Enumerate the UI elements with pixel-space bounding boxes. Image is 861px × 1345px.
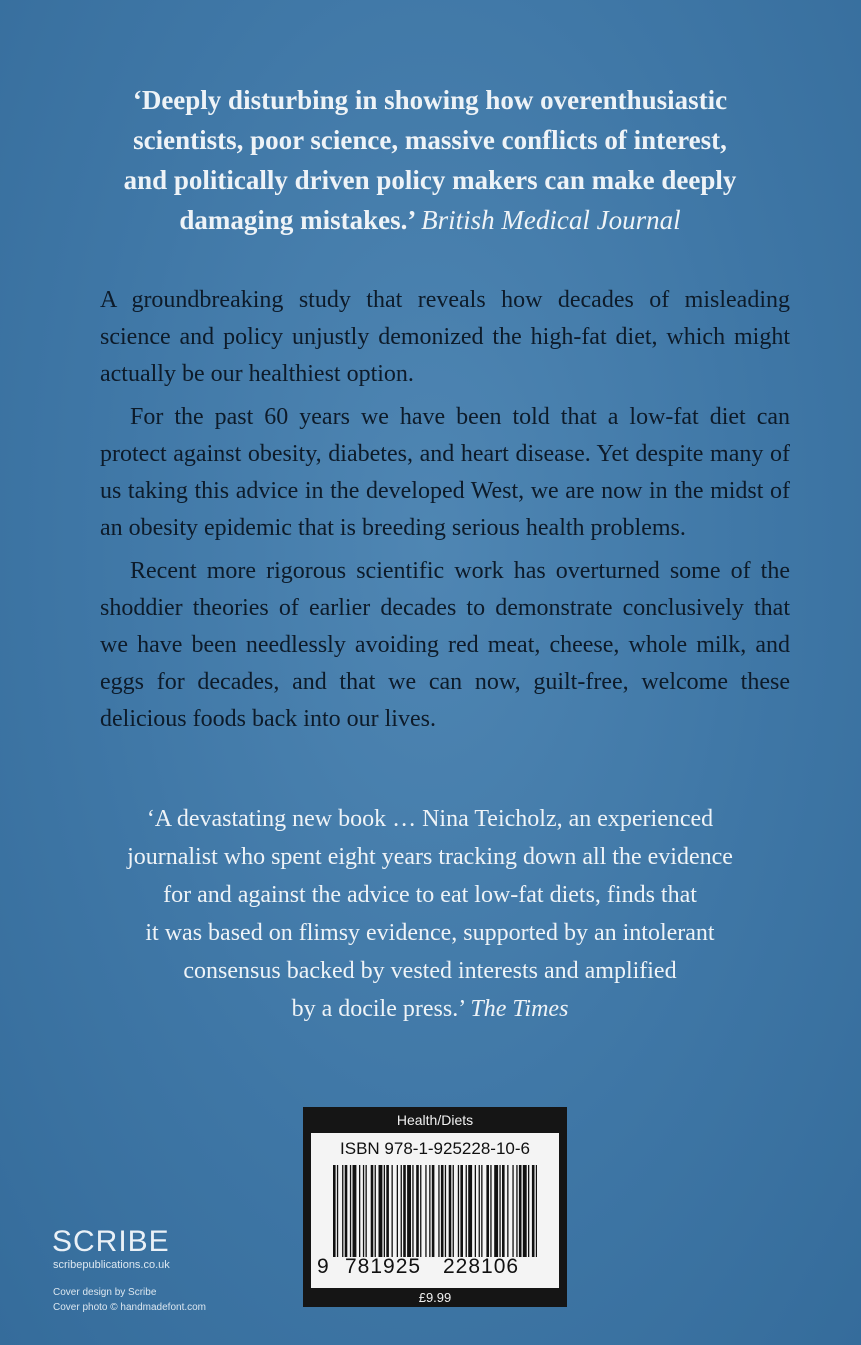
- isbn-label: ISBN 978-1-925228-10-6: [340, 1139, 530, 1158]
- publisher-url: scribepublications.co.uk: [53, 1259, 170, 1271]
- barcode-bar: [342, 1165, 343, 1257]
- photo-credit: Cover photo © handmadefont.com: [53, 1302, 207, 1313]
- barcode-bar: [516, 1165, 517, 1257]
- barcode-category: Health/Diets: [396, 1112, 474, 1128]
- bottom-quote-line: it was based on flimsy evidence, supported by an intolerant: [145, 920, 715, 946]
- price-label: £9.99: [418, 1290, 452, 1305]
- barcode-bar: [438, 1165, 439, 1257]
- blurb-paragraph: Recent more rigorous scientific work has overturned some of the shoddier theories of earlier decades to demonstrate conclusively that we have been needlessly avoiding red meat, cheese, whole milk, and eggs for decades, and that we can now, guilt-free, welcome these delicious foods back into our lives.: [100, 558, 790, 732]
- barcode-bar: [397, 1165, 398, 1257]
- barcode-bar: [494, 1165, 498, 1257]
- barcode-bar: [416, 1165, 419, 1257]
- top-quote-line: scientists, poor science, massive conflicts of interest,: [133, 125, 727, 155]
- barcode-bar: [532, 1165, 535, 1257]
- barcode-bar: [468, 1165, 472, 1257]
- barcode-bar: [366, 1165, 367, 1257]
- barcode-bar: [453, 1165, 454, 1257]
- bottom-quote-line: for and against the advice to eat low-fat diets, finds that: [163, 882, 697, 908]
- barcode-bar: [384, 1165, 385, 1257]
- bottom-quote-line: [70, 990, 790, 1028]
- barcode-bar: [449, 1165, 452, 1257]
- barcode-bar: [490, 1165, 491, 1257]
- barcode-bar: [523, 1165, 527, 1257]
- barcode-bars: [333, 1165, 537, 1257]
- barcode-digit-first: 9: [317, 1255, 329, 1278]
- barcode-bar: [401, 1165, 402, 1257]
- top-review-quote: [60, 80, 800, 240]
- barcode-digits-right: 228106: [443, 1255, 520, 1278]
- barcode-bar: [481, 1165, 482, 1257]
- barcode-bar: [350, 1165, 351, 1257]
- bottom-quote-text: by a docile press.’: [291, 996, 465, 1022]
- bottom-review-quote: [70, 800, 790, 1028]
- barcode-bar: [475, 1165, 476, 1257]
- barcode-bar: [333, 1165, 336, 1257]
- barcode-bar: [386, 1165, 389, 1257]
- barcode-bar: [460, 1165, 463, 1257]
- barcode-bar: [432, 1165, 435, 1257]
- barcode-bar: [486, 1165, 489, 1257]
- barcode-bar: [371, 1165, 374, 1257]
- book-blurb: [100, 282, 790, 744]
- barcode-digits-left: 781925: [345, 1255, 422, 1278]
- top-quote-line: and politically driven policy makers can make deeply: [123, 165, 737, 195]
- barcode-bar: [420, 1165, 421, 1257]
- bottom-quote-line: consensus backed by vested interests and amplified: [183, 958, 677, 984]
- blurb-paragraph: For the past 60 years we have been told that a low-fat diet can protect against obesity, diabetes, and heart disease. Yet despite many of us taking this advice in the developed West, we are now in the midst of an obesity epidemic that is breeding serious health problems.: [100, 404, 790, 541]
- bottom-quote-line: ‘A devastating new book … Nina Teicholz, an experienced: [146, 806, 714, 832]
- barcode-bar: [507, 1165, 508, 1257]
- top-quote-line: [60, 200, 800, 240]
- barcode-bar: [359, 1165, 360, 1257]
- barcode-bar: [375, 1165, 376, 1257]
- top-quote-line: ‘Deeply disturbing in showing how overenthusiastic: [132, 85, 728, 115]
- design-credit: Cover design by Scribe: [53, 1287, 157, 1298]
- barcode-bar: [536, 1165, 537, 1257]
- barcode-bar: [425, 1165, 426, 1257]
- barcode-bar: [407, 1165, 411, 1257]
- barcode-bar: [429, 1165, 430, 1257]
- barcode-bar: [458, 1165, 459, 1257]
- barcode-bar: [363, 1165, 364, 1257]
- barcode-bar: [499, 1165, 500, 1257]
- barcode-bar: [337, 1165, 338, 1257]
- blurb-paragraph: A groundbreaking study that reveals how decades of misleading science and policy unjustly demonized the high-fat diet, which might actually be our healthiest option.: [100, 287, 790, 387]
- barcode-bar: [528, 1165, 529, 1257]
- barcode-bar: [412, 1165, 413, 1257]
- top-quote-source: British Medical Journal: [421, 205, 681, 235]
- barcode-bar: [502, 1165, 505, 1257]
- barcode-bar: [403, 1165, 406, 1257]
- barcode-bar: [353, 1165, 357, 1257]
- cover-credits: [53, 1285, 206, 1315]
- bottom-quote-source: The Times: [470, 996, 569, 1022]
- top-quote-text: damaging mistakes.’: [179, 205, 415, 235]
- barcode-bar: [392, 1165, 393, 1257]
- barcode-area: [311, 1133, 559, 1288]
- barcode-bar: [519, 1165, 522, 1257]
- barcode-bar: [445, 1165, 446, 1257]
- barcode-panel: [303, 1107, 567, 1307]
- barcode-bar: [379, 1165, 383, 1257]
- barcode-bar: [512, 1165, 513, 1257]
- bottom-quote-line: journalist who spent eight years tracking down all the evidence: [127, 844, 733, 870]
- barcode-bar: [466, 1165, 467, 1257]
- barcode-bar: [479, 1165, 480, 1257]
- publisher-logo: SCRIBE: [52, 1225, 170, 1258]
- barcode-bar: [441, 1165, 444, 1257]
- barcode-bar: [345, 1165, 348, 1257]
